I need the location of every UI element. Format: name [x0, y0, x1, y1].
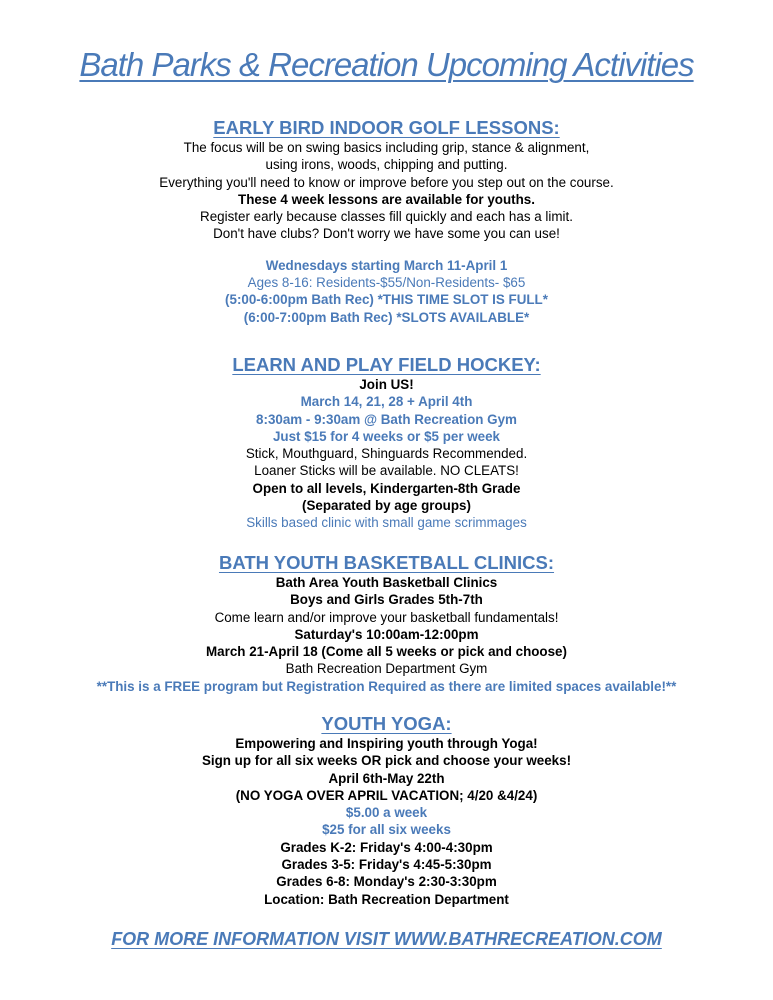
yoga-price-1: $5.00 a week: [345, 805, 428, 821]
basketball-line-3: Come learn and/or improve your basketball fundamentals!: [214, 609, 559, 625]
golf-heading: EARLY BIRD INDOOR GOLF LESSONS:: [213, 117, 560, 138]
yoga-heading: YOUTH YOGA:: [321, 713, 452, 734]
hockey-price: Just $15 for 4 weeks or $5 per week: [272, 428, 501, 444]
yoga-grades-2: Grades 3-5: Friday's 4:45-5:30pm: [281, 857, 492, 873]
basketball-line-6: Bath Recreation Department Gym: [285, 661, 488, 677]
hockey-join: Join US!: [359, 377, 414, 392]
golf-line-4: These 4 week lessons are available for youths.: [238, 191, 535, 207]
basketball-section: [0, 552, 773, 695]
yoga-line-2: Sign up for all six weeks OR pick and choose your weeks!: [201, 753, 572, 769]
basketball-line-4: Saturday's 10:00am-12:00pm: [294, 626, 479, 642]
yoga-line-3: April 6th-May 22th: [328, 770, 445, 786]
golf-line-3: Everything you'll need to know or improve before you step out on the course.: [159, 174, 614, 190]
basketball-heading: BATH YOUTH BASKETBALL CLINICS:: [218, 552, 555, 573]
basketball-free-note: **This is a FREE program but Registration Required as there are limited spaces available!**: [96, 678, 677, 694]
golf-line-1: The focus will be on swing basics including grip, stance & alignment,: [183, 140, 590, 155]
golf-section: [0, 117, 773, 326]
yoga-location: Location: Bath Recreation Department: [264, 891, 509, 907]
golf-slot-1: (5:00-6:00pm Bath Rec) *THIS TIME SLOT IS FULL*: [225, 292, 548, 308]
hockey-levels: Open to all levels, Kindergarten-8th Grade: [252, 480, 521, 496]
hockey-clinic: Skills based clinic with small game scrimmages: [246, 515, 527, 531]
golf-slot-2: (6:00-7:00pm Bath Rec) *SLOTS AVAILABLE*: [243, 309, 530, 325]
yoga-line-4: (NO YOGA OVER APRIL VACATION; 4/20 &4/24): [235, 787, 538, 803]
hockey-dates: March 14, 21, 28 + April 4th: [300, 394, 473, 410]
yoga-line-1: Empowering and Inspiring youth through Yoga!: [235, 736, 538, 751]
basketball-line-2: Boys and Girls Grades 5th-7th: [290, 592, 483, 608]
hockey-section: [0, 354, 773, 532]
basketball-line-1: Bath Area Youth Basketball Clinics: [275, 575, 498, 590]
golf-line-5: Register early because classes fill quickly and each has a limit.: [200, 209, 573, 225]
footer-website-link[interactable]: FOR MORE INFORMATION VISIT WWW.BATHRECREATION.COM: [111, 929, 662, 949]
hockey-gear: Stick, Mouthguard, Shinguards Recommended.: [245, 446, 528, 462]
basketball-line-5: March 21-April 18 (Come all 5 weeks or pick and choose): [206, 644, 567, 660]
golf-line-2: using irons, woods, chipping and putting.: [265, 157, 508, 173]
golf-schedule: Wednesdays starting March 11-April 1: [265, 257, 508, 273]
yoga-section: [0, 713, 773, 908]
golf-pricing: Ages 8-16: Residents-$55/Non-Residents- $65: [247, 275, 526, 291]
hockey-time: 8:30am - 9:30am @ Bath Recreation Gym: [256, 411, 517, 427]
golf-line-6: Don't have clubs? Don't worry we have some you can use!: [213, 226, 560, 242]
page-title: Bath Parks & Recreation Upcoming Activities: [79, 46, 694, 83]
hockey-loaner: Loaner Sticks will be available. NO CLEATS!: [254, 463, 519, 479]
hockey-groups: (Separated by age groups): [302, 498, 471, 514]
hockey-heading: LEARN AND PLAY FIELD HOCKEY:: [232, 354, 541, 375]
yoga-grades-3: Grades 6-8: Monday's 2:30-3:30pm: [276, 874, 497, 890]
yoga-grades-1: Grades K-2: Friday's 4:00-4:30pm: [280, 839, 493, 855]
yoga-price-2: $25 for all six weeks: [322, 822, 451, 838]
